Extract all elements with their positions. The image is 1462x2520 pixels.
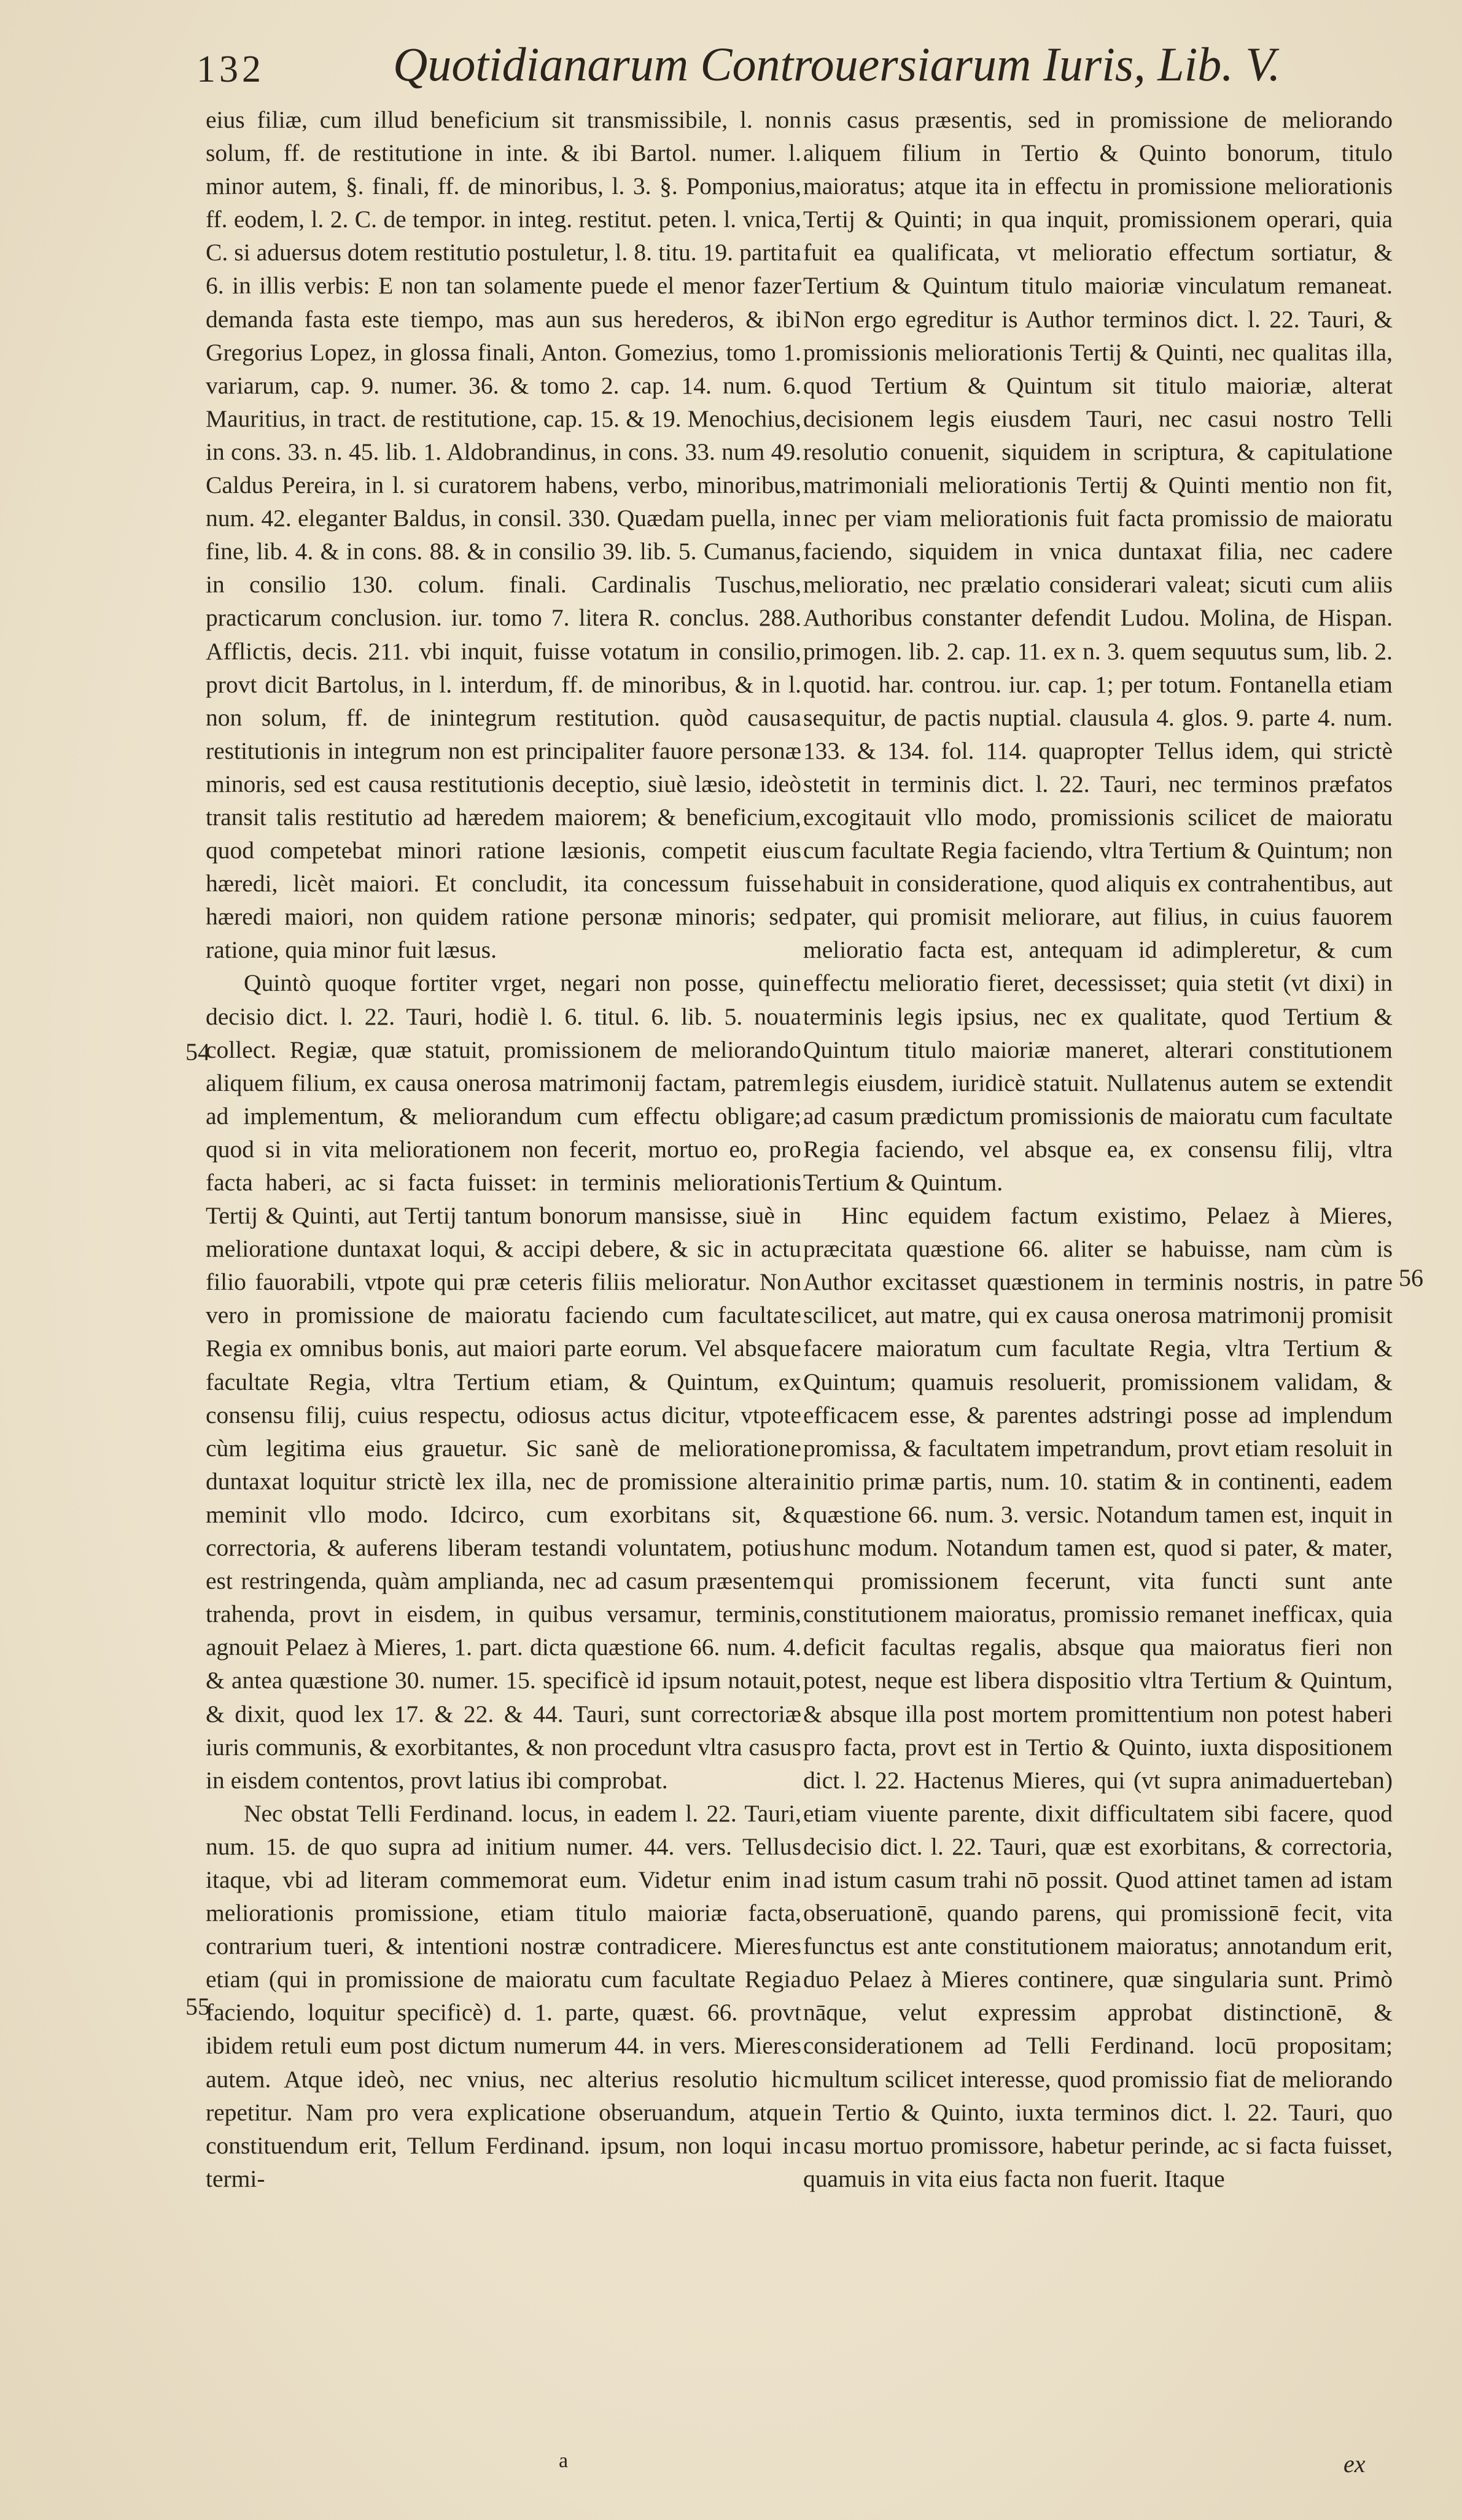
left-paragraph-2: Quintò quoque fortiter vrget, negari non posse, quin decisio dict. l. 22. Tauri, hodiè l. 6. titul. 6. lib. 5. noua collect. Regiæ, quæ statuit, promissionem de meliorando aliquem filium, ex causa onerosa matrimonij factam, patrem ad implementum, & meliorandum cum effectu obligare; quod si in vita meliorationem non fecerit, mortuo eo, pro facta haberi, ac si facta fuisset: in terminis meliorationis Tertij & Quinti, aut Tertij tantum bonorum mansisse, siuè in melioratione duntaxat loqui, & accipi debere, & sic in actu filio fauorabili, vtpote qui præ ceteris filiis melioratur. Non vero in promissione de maioratu faciendo cum facultate Regia ex omnibus bonis, aut maiori parte eorum. Vel absque facultate Regia, vltra Tertium etiam, & Quintum, ex consensu filij, cuius respectu, odiosus actus dicitur, vtpote cùm legitima eius grauetur. Sic sanè de melioratione duntaxat loquitur strictè lex illa, nec de promissione altera meminit vllo modo. Idcirco, cum exorbitans sit, & correctoria, & auferens liberam testandi voluntatem, potius est restringenda, quàm amplianda, nec ad casum præsentem trahenda, provt in eisdem, in quibus versamur, terminis, agnouit Pelaez à Mieres, 1. part. dicta quæstione 66. num. 4. & antea quæstione 30. numer. 15. specificè id ipsum notauit, & dixit, quod lex 17. & 22. & 44. Tauri, sunt correctoriæ iuris communis, & exorbitantes, & non procedunt vltra casus in eisdem contentos, provt latius ibi comprobat.: [206, 969, 801, 1794]
page-header: [196, 31, 1407, 104]
right-paragraph-2: Hinc equidem factum existimo, Pelaez à Mieres, præcitata quæstione 66. aliter se habuisse, nam cùm is Author excitasset quæstionem in terminis nostris, in patre scilicet, aut matre, qui ex causa onerosa matrimonij promisit facere maioratum cum facultate Regia, vltra Tertium & Quintum; quamuis resoluerit, promissionem validam, & efficacem esse, & parentes adstringi posse ad implendum promissa, & facultatem impetrandum, provt etiam resoluit in initio primæ partis, num. 10. statim & in continenti, eadem quæstione 66. num. 3. versic. Notandum tamen est, inquit in hunc modum. Notandum tamen est, quod si pater, & mater, qui promissionem fecerunt, vita functi sunt ante constitutionem maioratus, promissio remanet inefficax, quia deficit facultas regalis, absque qua maioratus fieri non potest, neque est libera dispositio vltra Tertium & Quintum, & absque illa post mortem promittentium non potest haberi pro facta, provt est in Tertio & Quinto, iuxta dispositionem dict. l. 22. Hactenus Mieres, qui (vt supra animaduerteban) etiam viuente parente, dixit difficultatem sibi facere, quod decisio dict. l. 22. Tauri, quæ est exorbitans, & correctoria, ad istum casum trahi nō possit. Quod attinet tamen ad istam obseruationē, quando parens, qui promissionē fecit, vita functus est ante constitutionem maioratus; annotandum erit, duo Pelaez à Mieres continere, quæ singularia sunt. Primò nāque, velut expressim approbat distinctionē, & considerationem ad Telli Ferdinand. locū propositam; multum scilicet interesse, quod promissio fiat de meliorando in Tertio & Quinto, iuxta terminos dict. l. 22. Tauri, quo casu mortuo promissore, habetur perinde, ac si facta fuisset, quamuis in vita eius facta non fuerit. Itaque: [803, 1202, 1393, 2192]
right-column: [803, 103, 1393, 2338]
signature-mark: a: [559, 2449, 569, 2472]
margin-note-54: 54: [185, 1038, 210, 1066]
catchword: ex: [1343, 2450, 1366, 2478]
running-title: Quotidianarum Controuersiarum Iuris, Lib. V.: [393, 37, 1281, 91]
page-number: 132: [196, 48, 265, 90]
left-paragraph-3: Nec obstat Telli Ferdinand. locus, in eadem l. 22. Tauri, num. 15. de quo supra ad initium numer. 44. vers. Tellus itaque, vbi ad literam commemorat eum. Videtur enim in meliorationis promissione, etiam titulo maioriæ facta, contrarium tueri, & intentioni nostræ contradicere. Mieres etiam (qui in promissione de maioratu cum facultate Regia faciendo, loquitur specificè) d. 1. parte, quæst. 66. provt ibidem retuli eum post dictum numerum 44. in vers. Mieres autem. Atque ideò, nec vnius, nec alterius resolutio hic repetitur. Nam pro vera explicatione obseruandum, atque constituendum erit, Tellum Ferdinand. ipsum, non loqui in termi-: [206, 1799, 801, 2192]
left-paragraph-1: eius filiæ, cum illud beneficium sit transmissibile, l. non solum, ff. de restitutione in inte. & ibi Bartol. numer. l. minor autem, §. finali, ff. de minoribus, l. 3. §. Pomponius, ff. eodem, l. 2. C. de tempor. in integ. restitut. peten. l. vnica, C. si aduersus dotem restitutio postuletur, l. 8. titu. 19. partita 6. in illis verbis: E non tan solamente puede el menor fazer demanda fasta este tiempo, mas aun sus herederos, & ibi Gregorius Lopez, in glossa finali, Anton. Gomezius, tomo 1. variarum, cap. 9. numer. 36. & tomo 2. cap. 14. num. 6. Mauritius, in tract. de restitutione, cap. 15. & 19. Menochius, in cons. 33. n. 45. lib. 1. Aldobrandinus, in cons. 33. num 49. Caldus Pereira, in l. si curatorem habens, verbo, minoribus, num. 42. eleganter Baldus, in consil. 330. Quædam puella, in fine, lib. 4. & in cons. 88. & in consilio 39. lib. 5. Cumanus, in consilio 130. colum. finali. Cardinalis Tuschus, practicarum conclusion. iur. tomo 7. litera R. conclus. 288. Afflictis, decis. 211. vbi inquit, fuisse votatum in consilio, provt dicit Bartolus, in l. interdum, ff. de minoribus, & in l. non solum, ff. de inintegrum restitution. quòd causa restitutionis in integrum non est principaliter fauore personæ minoris, sed est causa restitutionis deceptio, siuè læsio, ideò transit talis restitutio ad hæredem maiorem; & beneficium, quod competebat minori ratione læsionis, competit eius hæredi, licèt maiori. Et concludit, ita concessum fuisse hæredi maiori, non quidem ratione personæ minoris; sed ratione, quia minor fuit læsus.: [206, 106, 801, 964]
right-paragraph-1: nis casus præsentis, sed in promissione de meliorando aliquem filium in Tertio & Quinto bonorum, titulo maioratus; atque ita in effectu in promissione meliorationis Tertij & Quinti; in qua inquit, promissionem operari, quia fuit ea qualificata, vt melioratio effectum sortiatur, & Tertium & Quintum titulo maioriæ vinculatum remaneat. Non ergo egreditur is Author terminos dict. l. 22. Tauri, & promissionis meliorationis Tertij & Quinti, nec qualitas illa, quod Tertium & Quintum sit titulo maioriæ, alterat decisionem legis eiusdem Tauri, nec casui nostro Telli resolutio conuenit, siquidem in scriptura, & capitulatione matrimoniali meliorationis Tertij & Quinti mentio non fit, nec per viam meliorationis fuit facta promissio de maioratu faciendo, siquidem in vnica duntaxat filia, nec cadere melioratio, nec prælatio considerari valeat; sicuti cum aliis Authoribus constanter defendit Ludou. Molina, de Hispan. primogen. lib. 2. cap. 11. ex n. 3. quem sequutus sum, lib. 2. quotid. har. controu. iur. cap. 1; per totum. Fontanella etiam sequitur, de pactis nuptial. clausula 4. glos. 9. parte 4. num. 133. & 134. fol. 114. quapropter Tellus idem, qui strictè stetit in terminis dict. l. 22. Tauri, nec terminos præfatos excogitauit vllo modo, promissionis scilicet de maioratu cum facultate Regia faciendo, vltra Tertium & Quintum; non habuit in consideratione, quod aliquis ex contrahentibus, aut pater, qui promisit meliorare, aut filius, in cuius fauorem melioratio facta est, antequam id adimpleretur, & cum effectu melioratio fieret, decessisset; quia stetit (vt dixi) in terminis legis ipsius, nec ex qualitate, quod Tertium & Quintum titulo maioriæ maneret, alterari constitutionem legis eiusdem, iuridicè statuit. Nullatenus autem se extendit ad casum prædictum promissionis de maioratu cum facultate Regia faciendo, vel absque ea, ex consensu filij, vltra Tertium & Quintum.: [803, 106, 1393, 1196]
margin-note-55: 55: [185, 1993, 210, 2020]
left-column: [206, 103, 801, 2325]
margin-note-56: 56: [1399, 1264, 1423, 1292]
